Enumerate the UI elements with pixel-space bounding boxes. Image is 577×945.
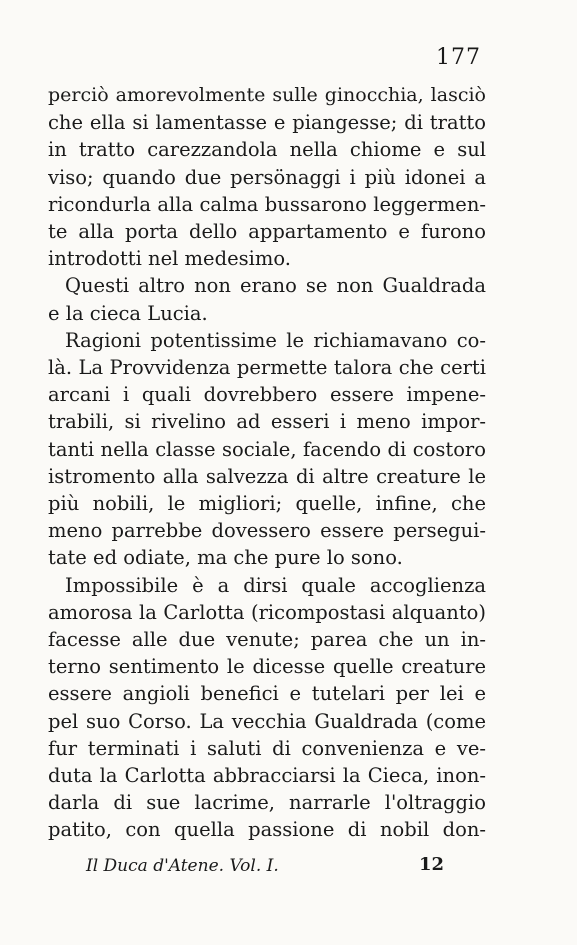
- text-line: più nobili, le migliori; quelle, infine, che: [48, 492, 486, 516]
- text-line: ricondurla alla calma bussarono leggermen-: [48, 192, 486, 216]
- text-line: e la cieca Lucia.: [48, 301, 208, 325]
- text-line: là. La Provvidenza permette talora che certi: [48, 356, 486, 380]
- text-line: arcani i quali dovrebbero essere impene-: [48, 383, 486, 407]
- text-line: pel suo Corso. La vecchia Gualdrada (come: [48, 709, 486, 733]
- text-line: essere angioli benefici e tutelari per lei e: [48, 682, 486, 706]
- signature-mark: 12: [418, 854, 444, 875]
- page-text: [48, 82, 486, 844]
- text-line: tate ed odiate, ma che pure lo sono.: [48, 546, 403, 570]
- text-line: introdotti nel medesimo.: [48, 247, 291, 271]
- text-line: duta la Carlotta abbracciarsi la Cieca, inon-: [48, 764, 486, 788]
- text-line: te alla porta dello appartamento e furono: [48, 220, 486, 244]
- text-line: trabili, si rivelino ad esseri i meno impor-: [48, 410, 486, 434]
- text-line: Ragioni potentissime le richiamavano co-: [65, 328, 486, 352]
- text-line: Questi altro non erano se non Gualdrada: [65, 274, 486, 298]
- page-footer: [86, 856, 444, 876]
- text-line: che ella si lamentasse e piangesse; di tratto: [48, 111, 486, 135]
- text-line: tanti nella classe sociale, facendo di costoro: [48, 437, 486, 461]
- text-line: in tratto carezzandola nella chiome e sul: [48, 138, 486, 162]
- page-number: 177: [436, 45, 481, 70]
- text-line: viso; quando due persönaggi i più idonei a: [48, 165, 486, 189]
- text-line: darla di sue lacrime, narrarle l'oltraggio: [48, 791, 486, 815]
- text-line: Impossibile è a dirsi quale accoglienza: [65, 573, 486, 597]
- text-line: fur terminati i saluti di convenienza e ve-: [48, 736, 486, 760]
- text-line: meno parrebbe dovessero essere persegui-: [48, 519, 486, 543]
- running-title: Il Duca d'Atene. Vol. I.: [86, 856, 279, 876]
- text-line: patito, con quella passione di nobil don-: [48, 818, 486, 842]
- text-line: amorosa la Carlotta (ricompostasi alquanto): [48, 600, 486, 624]
- text-line: istromento alla salvezza di altre creature le: [48, 464, 486, 488]
- text-line: perciò amorevolmente sulle ginocchia, lasciò: [48, 84, 486, 106]
- text-line: terno sentimento le dicesse quelle creature: [48, 655, 486, 679]
- text-line: facesse alle due venute; parea che un in-: [48, 628, 486, 652]
